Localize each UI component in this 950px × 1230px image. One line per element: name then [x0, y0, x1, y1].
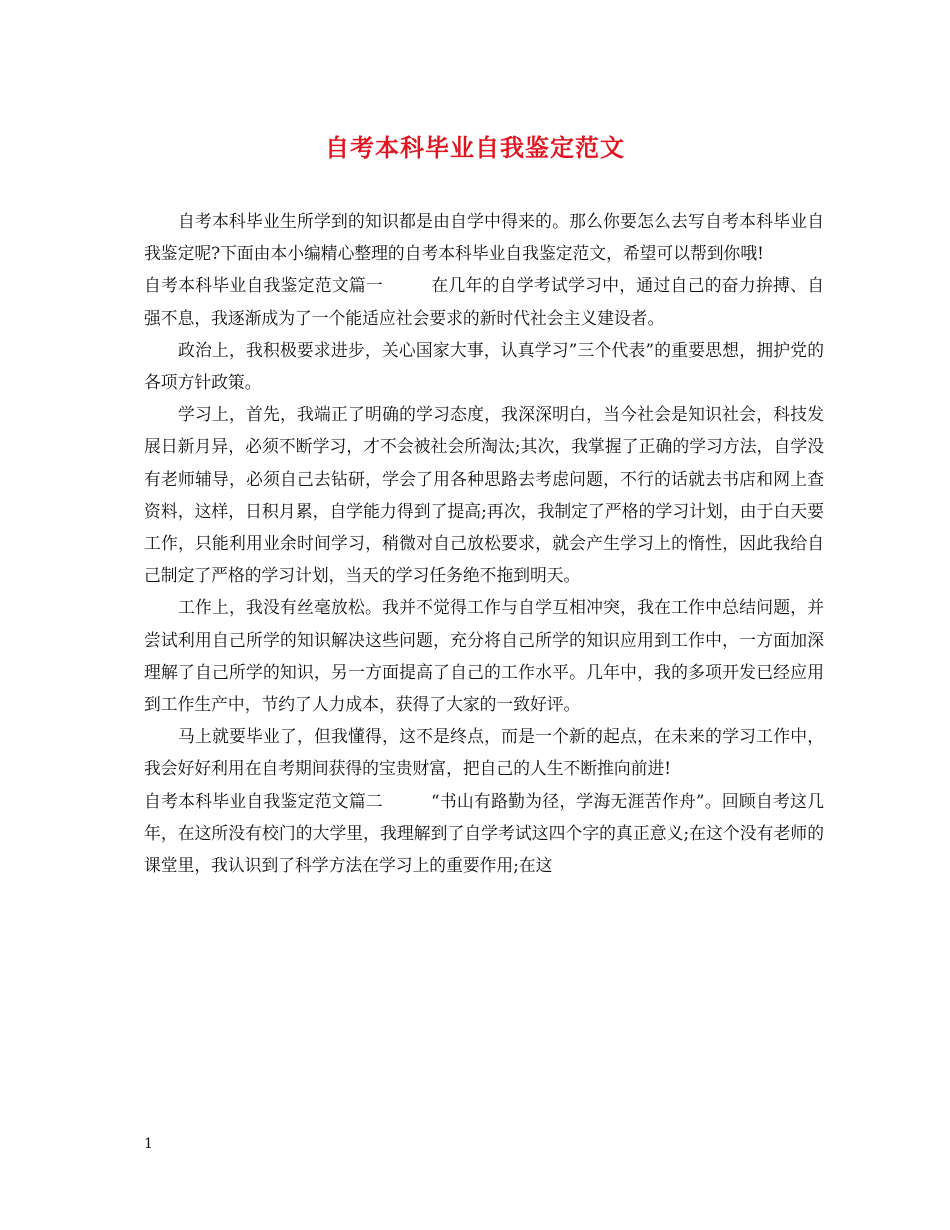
document-title: 自考本科毕业自我鉴定范文: [325, 134, 625, 162]
paragraph-section-one: [144, 269, 824, 333]
section-heading: 自考本科毕业自我鉴定范文篇二: [144, 790, 383, 811]
paragraph-text: “书山有路勤为径，学海无涯苦作舟”。回顾自考这几年，在这所没有校门的大学里，我理解到了自学考试这四个字的真正意义;在这个没有老师的课堂里，我认识到了科学方法在学习上的重要作用;在这: [144, 790, 824, 876]
paragraph-text: 政治上，我积极要求进步，关心国家大事，认真学习”三个代表”的重要思想，拥护党的各项方针政策。: [144, 339, 824, 393]
paragraph-study: [144, 398, 824, 591]
paragraph-graduation: [144, 720, 824, 784]
document-body: [144, 205, 824, 881]
paragraph-text: 在几年的自学考试学习中，通过自己的奋力拚搏、自强不息，我逐渐成为了一个能适应社会要求的新时代社会主义建设者。: [144, 275, 824, 328]
paragraph-politics: [144, 334, 824, 398]
paragraph-section-two: [144, 785, 824, 882]
paragraph-work: [144, 591, 824, 720]
paragraph-text: 学习上，首先，我端正了明确的学习态度，我深深明白，当今社会是知识社会，科技发展日新月异，必须不断学习，才不会被社会所淘汰;其次，我掌握了正确的学习方法，自学没有老师辅导，必须自己去钻研，学会了用各种思路去考虑问题，不行的话就去书店和网上查资料，这样，日积月累，自学能力得到了提高;再次，我制定了严格的学习计划，由于白天要工作，只能利用业余时间学习，稍微对自己放松要求，就会产生学习上的惰性，因此我给自己制定了严格的学习计划，当天的学习任务绝不拖到明天。: [144, 404, 824, 586]
page-number: 1: [144, 1136, 153, 1152]
paragraph-intro: [144, 205, 824, 269]
section-heading: 自考本科毕业自我鉴定范文篇一: [144, 275, 384, 296]
paragraph-text: 马上就要毕业了，但我懂得，这不是终点，而是一个新的起点，在未来的学习工作中，我会好好利用在自考期间获得的宝贵财富，把自己的人生不断推向前进!: [144, 726, 824, 779]
paragraph-text: 工作上，我没有丝毫放松。我并不觉得工作与自学互相冲突，我在工作中总结问题，并尝试利用自己所学的知识解决这些问题，充分将自己所学的知识应用到工作中，一方面加深理解了自己所学的知识，另一方面提高了自己的工作水平。几年中，我的多项开发已经应用到工作生产中，节约了人力成本，获得了大家的一致好评。: [144, 597, 824, 715]
paragraph-text: 自考本科毕业生所学到的知识都是由自学中得来的。那么你要怎么去写自考本科毕业自我鉴定呢?下面由本小编精心整理的自考本科毕业自我鉴定范文，希望可以帮到你哦!: [144, 211, 824, 264]
